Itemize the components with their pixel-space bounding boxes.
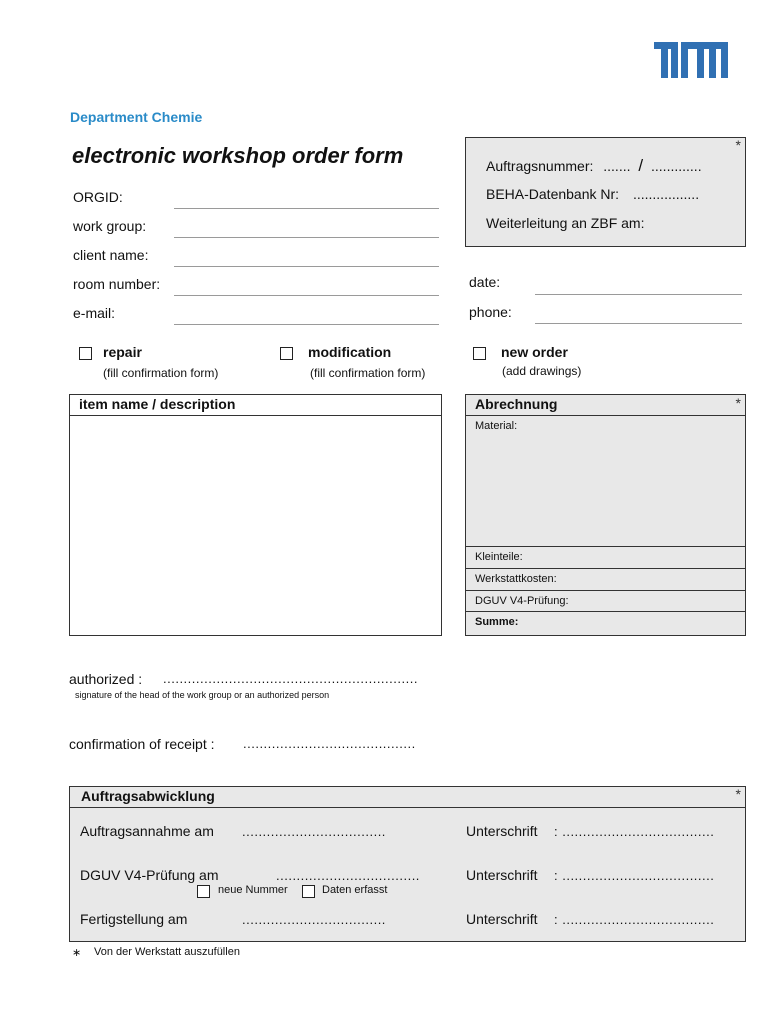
room-number-field[interactable] (174, 295, 439, 296)
modification-label: modification (308, 344, 392, 360)
item-panel (69, 394, 442, 636)
fertigstellung-label: Fertigstellung am (80, 911, 188, 927)
unterschrift-1-line[interactable]: : ..................................... (554, 824, 715, 839)
client-name-field[interactable] (174, 266, 439, 267)
auftragsnummer-row (486, 156, 702, 176)
item-panel-header: item name / description (70, 395, 441, 416)
orgid-label: ORGID: (73, 189, 123, 205)
authorized-label: authorized : (69, 671, 143, 687)
abrechnung-header: Abrechnung (466, 395, 745, 416)
new-order-checkbox[interactable] (473, 347, 486, 360)
auftragsnummer-dots-2: ............. (651, 158, 702, 174)
auftragsnummer-slash: / (638, 156, 644, 175)
unterschrift-2-label: Unterschrift (466, 867, 538, 883)
client-name-label: client name: (73, 247, 149, 263)
werkstattkosten-row: Werkstattkosten: (466, 569, 745, 591)
tum-logo (654, 42, 728, 78)
footnote-star: ∗ (72, 947, 82, 959)
auftragsabwicklung-header: Auftragsabwicklung (70, 787, 745, 808)
confirmation-signature-line[interactable]: .......................................... (243, 736, 416, 751)
department-heading: Department Chemie (70, 109, 203, 125)
work-group-label: work group: (73, 218, 147, 234)
repair-label: repair (103, 344, 142, 360)
beha-label: BEHA-Datenbank Nr: (486, 186, 620, 202)
authorized-note: signature of the head of the work group or an authorized person (75, 690, 330, 700)
modification-note: (fill confirmation form) (310, 366, 426, 380)
dguv-pruefung-line[interactable]: ................................... (276, 868, 420, 883)
unterschrift-1-label: Unterschrift (466, 823, 538, 839)
form-title: electronic workshop order form (72, 143, 404, 168)
date-label: date: (469, 274, 501, 290)
fertigstellung-line[interactable]: ................................... (242, 912, 386, 927)
new-order-label: new order (501, 344, 568, 360)
abrechnung-panel (465, 394, 746, 636)
modification-checkbox[interactable] (280, 347, 293, 360)
unterschrift-2-line[interactable]: : ..................................... (554, 868, 715, 883)
work-group-field[interactable] (174, 237, 439, 238)
daten-erfasst-checkbox[interactable] (302, 885, 315, 898)
asterisk-marker: * (735, 137, 741, 153)
kleinteile-row: Kleinteile: (466, 547, 745, 569)
summe-row: Summe: (466, 612, 745, 633)
material-row: Material: (466, 416, 745, 547)
auftragsnummer-dots-1: ....... (603, 158, 631, 174)
asterisk-marker: * (735, 395, 741, 411)
weiterleitung-label: Weiterleitung an ZBF am: (486, 215, 645, 231)
admin-box (465, 137, 746, 247)
repair-note: (fill confirmation form) (103, 366, 219, 380)
unterschrift-3-line[interactable]: : ..................................... (554, 912, 715, 927)
auftragsabwicklung-panel (69, 786, 746, 942)
dguv-row: DGUV V4-Prüfung: (466, 591, 745, 612)
unterschrift-3-label: Unterschrift (466, 911, 538, 927)
new-order-note: (add drawings) (502, 364, 582, 378)
daten-erfasst-label: Daten erfasst (322, 884, 388, 896)
footnote-text: Von der Werkstatt auszufüllen (94, 946, 240, 958)
phone-field[interactable] (535, 323, 742, 324)
auftragsannahme-line[interactable]: ................................... (242, 824, 386, 839)
asterisk-marker: * (735, 786, 741, 802)
auftragsannahme-label: Auftragsannahme am (80, 823, 214, 839)
beha-row (486, 186, 699, 202)
neue-nummer-label: neue Nummer (218, 884, 288, 896)
repair-checkbox[interactable] (79, 347, 92, 360)
date-field[interactable] (535, 294, 742, 295)
auftragsnummer-label: Auftragsnummer: (486, 158, 594, 174)
email-field[interactable] (174, 324, 439, 325)
neue-nummer-checkbox[interactable] (197, 885, 210, 898)
phone-label: phone: (469, 304, 512, 320)
email-label: e-mail: (73, 305, 116, 321)
orgid-field[interactable] (174, 208, 439, 209)
dguv-pruefung-label: DGUV V4-Prüfung am (80, 867, 219, 883)
authorized-signature-line[interactable]: .............................................................. (163, 671, 418, 686)
confirmation-label: confirmation of receipt : (69, 736, 215, 752)
item-description-area[interactable] (70, 416, 441, 635)
beha-dots: ................. (632, 186, 700, 202)
room-number-label: room number: (73, 276, 161, 292)
